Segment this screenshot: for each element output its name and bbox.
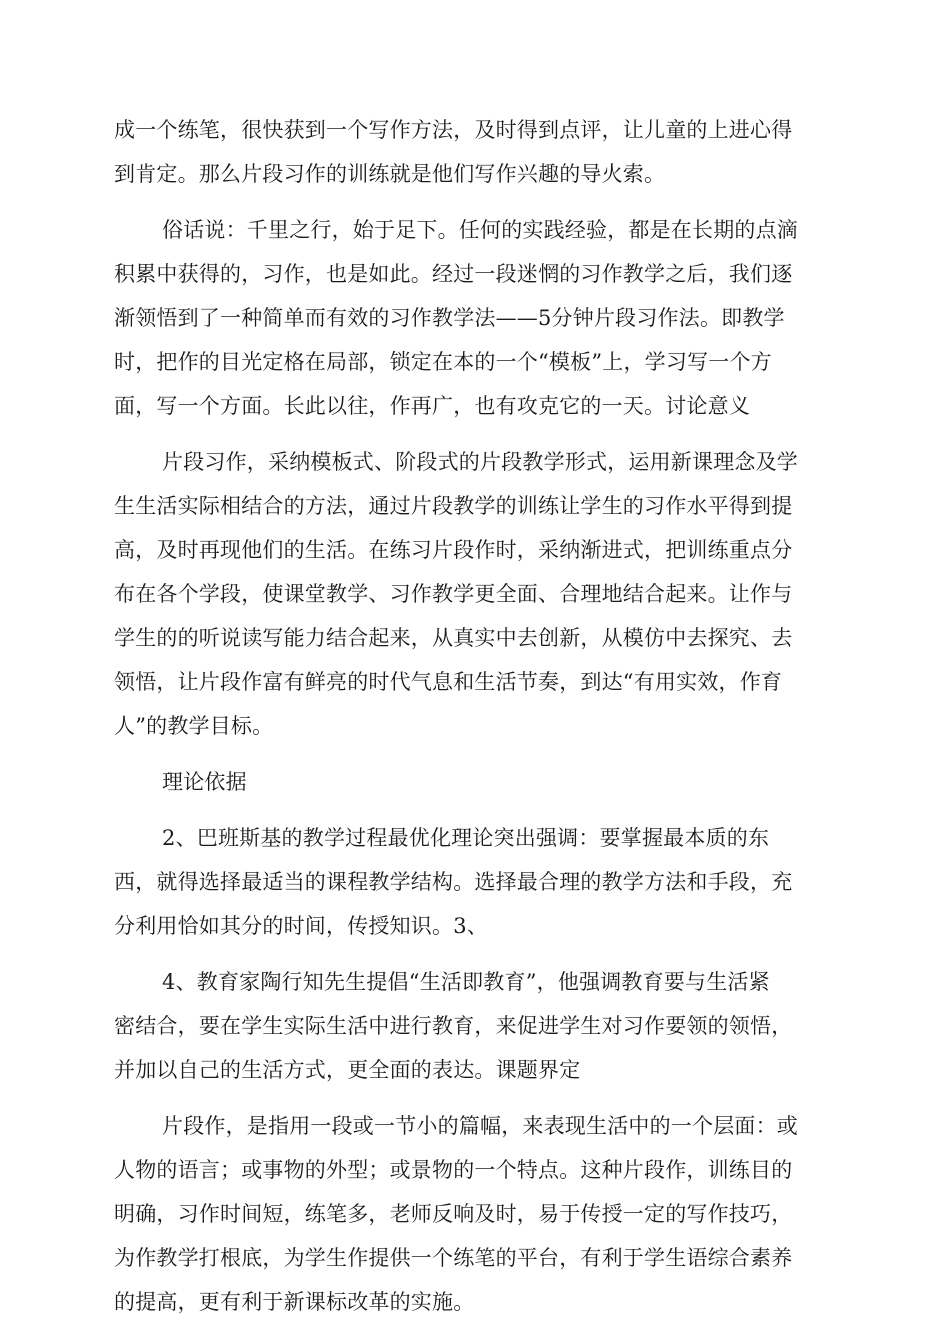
text-line: 时，把作的目光定格在局部，锁定在本的一个“模板”上，学习写一个方 <box>114 350 772 374</box>
text-line: 片段习作，采纳模板式、阶段式的片段教学形式，运用新课理念及学 <box>162 450 798 474</box>
text-line: 布在各个学段，使课堂教学、习作教学更全面、合理地结合起来。让作与 <box>114 582 793 606</box>
text-line: 西，就得选择最适当的课程教学结构。选择最合理的教学方法和手段，充 <box>114 870 793 894</box>
text-line: 生生活实际相结合的方法，通过片段教学的训练让学生的习作水平得到提 <box>114 494 793 518</box>
text-line: 片段作，是指用一段或一节小的篇幅，来表现生活中的一个层面：或 <box>162 1114 798 1138</box>
paragraph-3 <box>114 440 836 748</box>
text-line: 领悟，让片段作富有鲜亮的时代气息和生活节奏，到达“有用实效，作育 <box>114 670 783 694</box>
text-line: 理论依据 <box>162 770 247 794</box>
paragraph-7 <box>114 1104 836 1324</box>
text-line: 4、教育家陶行知先生提倡“生活即教育”，他强调教育要与生活紧 <box>162 970 770 994</box>
paragraph-1 <box>114 108 836 196</box>
text-line: 人物的语言；或事物的外型；或景物的一个特点。这种片段作，训练目的 <box>114 1158 793 1182</box>
text-line: 2、巴班斯基的教学过程最优化理论突出强调：要掌握最本质的东 <box>162 826 770 850</box>
paragraph-2 <box>114 208 836 428</box>
section-heading-theory-basis <box>114 760 836 804</box>
text-line: 面，写一个方面。长此以往，作再广，也有攻克它的一天。讨论意义 <box>114 394 750 418</box>
text-line: 的提高，更有利于新课标改革的实施。 <box>114 1290 475 1314</box>
text-line: 并加以自己的生活方式，更全面的表达。课题界定 <box>114 1058 581 1082</box>
text-line: 成一个练笔，很快获到一个写作方法，及时得到点评，让儿童的上进心得 <box>114 118 793 142</box>
paragraph-6 <box>114 960 836 1092</box>
text-line: 人”的教学目标。 <box>114 714 274 738</box>
text-line: 渐领悟到了一种简单而有效的习作教学法——5分钟片段习作法。即教学 <box>114 306 785 330</box>
text-line: 密结合，要在学生实际生活中进行教育，来促进学生对习作要领的领悟， <box>114 1014 793 1038</box>
text-line: 到肯定。那么片段习作的训练就是他们写作兴趣的导火索。 <box>114 162 666 186</box>
text-line: 明确，习作时间短，练笔多，老师反响及时，易于传授一定的写作技巧， <box>114 1202 793 1226</box>
document-body <box>114 108 836 1336</box>
text-line: 积累中获得的，习作，也是如此。经过一段迷惘的习作教学之后，我们逐 <box>114 262 793 286</box>
text-line: 高，及时再现他们的生活。在练习片段作时，采纳渐进式，把训练重点分 <box>114 538 793 562</box>
paragraph-5 <box>114 816 836 948</box>
text-line: 为作教学打根底，为学生作提供一个练笔的平台，有利于学生语综合素养 <box>114 1246 793 1270</box>
text-line: 学生的的听说读写能力结合起来，从真实中去创新，从模仿中去探究、去 <box>114 626 793 650</box>
text-line: 分利用恰如其分的时间，传授知识。3、 <box>114 914 488 938</box>
text-line: 俗话说：千里之行，始于足下。任何的实践经验，都是在长期的点滴 <box>162 218 798 242</box>
